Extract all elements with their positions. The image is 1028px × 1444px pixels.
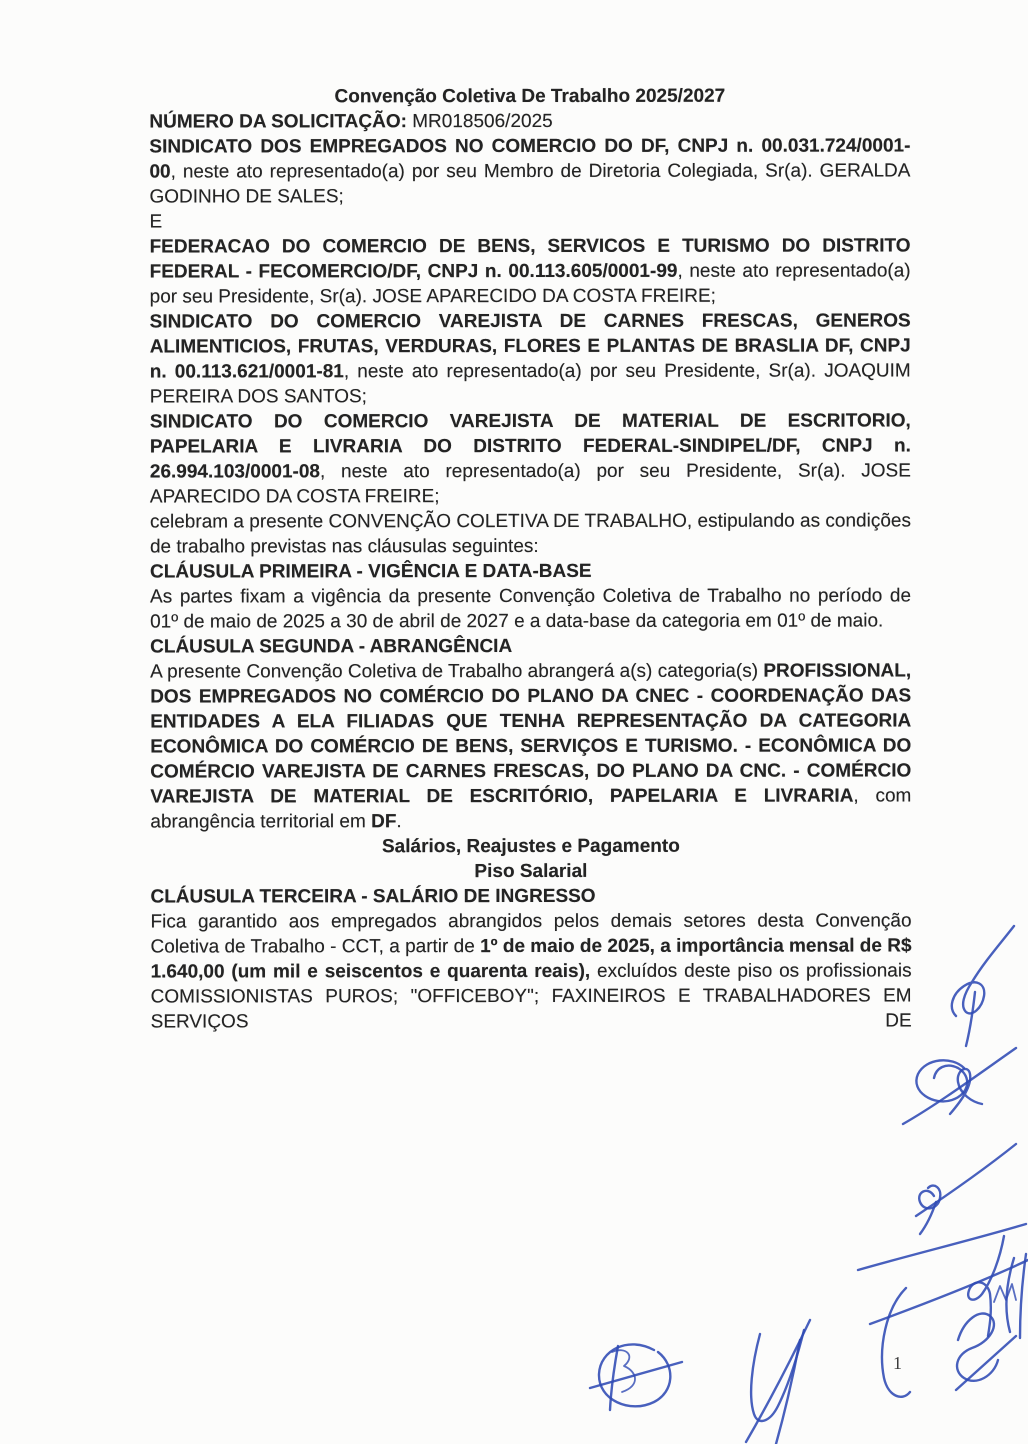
section-heading-line-1: Salários, Reajustes e Pagamento — [381, 835, 680, 858]
clause-3-salary: 1º de maio de 2025, a importância mensal de R$ 1.640,00 (um mil e seiscentos e quarenta reais), — [150, 935, 912, 983]
document-title: Convenção Coletiva De Trabalho 2025/2027 — [334, 85, 726, 108]
party-1-name: SINDICATO DOS EMPREGADOS NO COMERCIO DO DF, CNPJ n. 00.031.724/0001-00 — [149, 135, 911, 183]
clause-2-lead: A presente Convenção Coletiva de Trabalho abrangerá a(s) categoria(s) — [150, 660, 764, 683]
clause-2-body — [150, 658, 911, 834]
clause-2-territory: DF — [371, 811, 397, 833]
party-paragraph-4 — [150, 408, 911, 509]
party-3-representation: , neste ato representado(a) por seu Presidente, Sr(a). JOAQUIM PEREIRA DOS SANTOS; — [149, 360, 911, 408]
request-number-line — [149, 108, 910, 134]
section-heading-line-2: Piso Salarial — [474, 860, 588, 883]
party-4-representation: , neste ato representado(a) por seu Presidente, Sr(a). JOSE APARECIDO DA COSTA FREIRE; — [149, 460, 911, 508]
party-2-name: FEDERACAO DO COMERCIO DE BENS, SERVICOS E TURISMO DO DISTRITO FEDERAL - FECOMERCIO/DF, CNPJ n. 00.113.605/0001-99 — [149, 235, 911, 283]
signature-circle-monogram — [590, 1344, 682, 1410]
signature-flourish-2 — [903, 1048, 1016, 1124]
clause-2-heading: CLÁUSULA SEGUNDA - ABRANGÊNCIA — [150, 636, 513, 658]
preamble-paragraph: celebram a presente CONVENÇÃO COLETIVA DE TRABALHO, estipulando as condições de trabalho previstas nas cláusulas seguintes: — [149, 510, 911, 558]
request-number-value: MR018506/2025 — [406, 110, 553, 133]
clause-3-heading: CLÁUSULA TERCEIRA - SALÁRIO DE INGRESSO — [150, 885, 596, 908]
signature-flourish-1 — [952, 926, 1014, 1046]
party-1-representation: , neste ato representado(a) por seu Membro de Diretoria Colegiada, Sr(a). GERALDA GODINHO DE SALES; — [149, 160, 911, 208]
clause-2-categories: PROFISSIONAL, DOS EMPREGADOS NO COMÉRCIO DO PLANO DA CNEC - COORDENAÇÃO DAS ENTIDADES A ELA FILIADAS QUE TENHA REPRESENTAÇÃO DA CATEGORIA ECONÔMICA DO COMÉRCIO DE BENS, SERVIÇOS E TURISMO. - ECONÔMICA DO COMÉRCIO VAREJISTA DE CARNES FRESCAS, DO PLANO DA CNC. - COMÉRCIO VAREJISTA DE MATERIAL DE ESCRITÓRIO, PAPELARIA E LIVRARIA — [150, 660, 912, 808]
clause-3-lead: Fica garantido aos empregados abrangidos pelos demais setores desta Convenção Coletiva de Trabalho - CCT, a partir de — [150, 910, 912, 958]
clause-1-body: As partes fixam a vigência da presente Convenção Coletiva de Trabalho no período de 01º de maio de 2025 a 30 de abril de 2027 e a data-base da categoria em 01º de maio. — [150, 585, 912, 633]
signature-initials — [746, 1320, 810, 1444]
clause-2-block — [150, 633, 911, 834]
clause-3-block — [150, 883, 911, 1034]
clause-2-mid: , com abrangência territorial em — [150, 785, 912, 833]
party-paragraph-3 — [150, 308, 911, 409]
signature-bottom-right — [882, 1288, 1016, 1397]
signature-flourish-3 — [916, 1144, 1016, 1234]
document-body — [149, 83, 911, 1034]
connector-letter: E — [149, 211, 163, 233]
page-number: 1 — [893, 1353, 902, 1373]
request-number-label: NÚMERO DA SOLICITAÇÃO: — [149, 111, 407, 133]
signature-flourish-4 — [858, 1224, 1028, 1338]
party-4-name: SINDICATO DO COMERCIO VAREJISTA DE MATERIAL DE ESCRITORIO, PAPELARIA E LIVRARIA DO DISTRITO FEDERAL-SINDIPEL/DF, CNPJ n. 26.994.103/0001-08 — [149, 410, 911, 483]
party-paragraph-2 — [150, 233, 911, 309]
section-heading — [150, 833, 911, 884]
party-2-representation: , neste ato representado(a) por seu Presidente, Sr(a). JOSE APARECIDO DA COSTA FREIRE; — [149, 260, 911, 308]
clause-3-exclusions: excluídos deste piso os profissionais COMISSIONISTAS PUROS; "OFFICEBOY"; FAXINEIROS E TRABALHADORES EM SERVIÇOS DE — [150, 960, 912, 1033]
party-3-name: SINDICATO DO COMERCIO VAREJISTA DE CARNES FRESCAS, GENEROS ALIMENTICIOS, FRUTAS, VERDURAS, FLORES E PLANTAS DE BRASLIA DF, CNPJ n. 00.113.621/0001-81 — [149, 310, 911, 383]
party-paragraph-1 — [149, 133, 910, 209]
clause-2-end: . — [396, 811, 402, 833]
clause-1-heading: CLÁUSULA PRIMEIRA - VIGÊNCIA E DATA-BASE — [150, 560, 592, 583]
clause-3-body — [150, 908, 911, 1034]
clause-1-block — [150, 558, 911, 634]
